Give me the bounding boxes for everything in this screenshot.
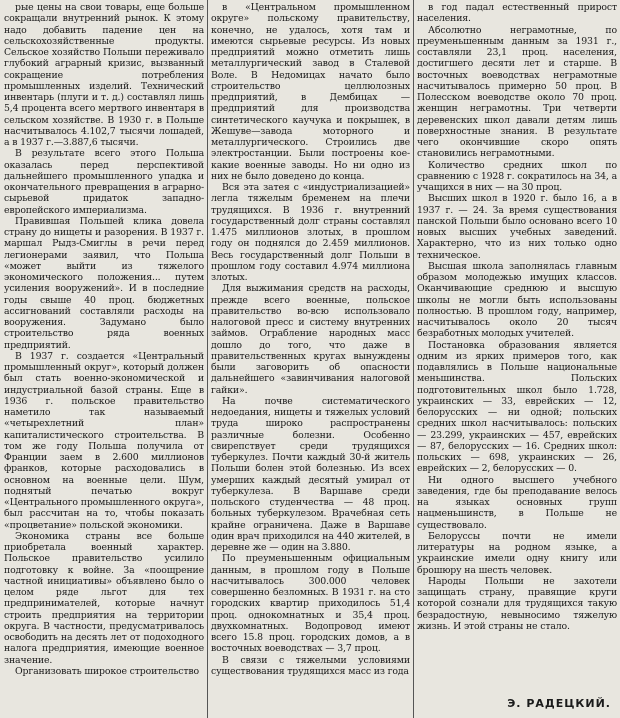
paragraph: В связи с тяжелыми условиями существования трудящихся масс из года bbox=[211, 654, 410, 677]
paragraph: Абсолютно неграмотные, по преуменьшенным данным за 1931 г., составляли 23,1 проц. населения, достигшего десяти лет и старше. В восточных воеводствах неграмотные насчитывалось примерно 50 проц. В Полесском воеводстве около 70 проц. женщин неграмотны. Три четверти деревенских школ давали детям лишь поверхностные знания. В результате чего окончившие скоро опять становились неграмотными. bbox=[417, 24, 617, 160]
author-signature: Э. РАДЕЦКИЙ. bbox=[507, 697, 611, 710]
paragraph: На почве систематического недоедания, нищеты и тяжелых условий труда широко распространены различные болезни. Особенно свирепствует среди трудящихся туберкулез. Почти каждый 30-й житель Польши болен этой болезнью. Из всех умерших каждый десятый умирал от туберкулеза. В Варшаве среди польского студенчества — 48 проц. больных туберкулезом. Врачебная сеть крайне ограничена. Даже в Варшаве один врач приходился на 440 жителей, в деревне же — один на 3.880. bbox=[211, 395, 410, 553]
paragraph: Постановка образования является одним из ярких примеров того, как подавлялись в Польше национальные меньшинства. Польских подготовительных школ было 1.728, украинских — 33, еврейских — 12, белорусских — ни одной; польских средних школ насчитывалось: польских — 23.299, украинских — 457, еврейских — 87, белорусских — 16. Средних школ: польских — 698, украинских — 26, еврейских — 2, белорусских — 0. bbox=[417, 339, 617, 475]
paragraph: Народы Польши не захотели защищать страну, правящие круги которой сознали для трудящихся такую безрадостную, невыносимо тяжелую жизнь. И этой страны не стало. bbox=[417, 575, 617, 632]
paragraph: в год падал естественный прирост населения. bbox=[417, 2, 617, 25]
paragraph: Экономика страны все больше приобретала военный характер. Польское правительство усилило подготовку к войне. За «поощрение частной инициативы» объявлено было о целом ряде льгот для тех предпринимателей, которые начнут строить предприятия на территории округа. В частности, предусматривалось освободить на десять лет от подоходного налога предприятия, имеющие военное значение. bbox=[4, 530, 204, 666]
paragraph: Высших школ в 1920 г. было 16, а в 1937 г. — 24. За время существования панской Польши было основано всего 10 новых высших учебных заведений. Характерно, что из них только одно техническое. bbox=[417, 193, 617, 261]
paragraph: Белоруссы почти не имели литературы на родном языке, а украинские имели одну книгу или брошюру на шесть человек. bbox=[417, 530, 617, 576]
paragraph: Правившая Польшей клика довела страну до нищеты и разорения. В 1937 г. маршал Рыдз-Смиглы в речи перед легионерами заявил, что Польша «может выйти из тяжелого экономического положения... путем усиления вооружений». И в последние годы свыше 40 проц. бюджетных ассигнований составляли расходы на вооружения. Задумано было строительство ряда военных предприятий. bbox=[4, 215, 204, 351]
paragraph: По преуменьшенным официальным данным, в прошлом году в Польше насчитывалось 300.000 человек совершенно безломных. В 1931 г. на сто городских квартир приходилось 51,4 проц. однокомнатных и 35,4 проц. двухкомнатных. Водопровод имеют всего 15.8 проц. городских домов, а в восточных воеводствах — 3,7 проц. bbox=[211, 553, 410, 655]
paragraph: Организовать широкое строительство bbox=[15, 665, 199, 677]
paragraph: Высшая школа заполнялась главным образом молодежью имущих классов. Оканчивающие среднюю и высшую школы не могли быть использованы полностью. В прошлом году, например, насчитывалось около 20 тысяч безработных молодых учителей. bbox=[417, 260, 617, 340]
paragraph: В результате всего этого Польша оказалась перед перспективой дальнейшего промышленного упадка и окончательного превращения в аграрно-сырьевой придаток западно-европейского империализма. bbox=[4, 148, 204, 216]
article-column-2 bbox=[211, 2, 410, 718]
paragraph: в «Центральном промышленном округе» польскому правительству, конечно, не удалось, хотя там и имеются сырьевые ресурсы. Из новых предприятий можно отметить лишь металлургический завод в Сталевой Воле. В Недомицах начато было строительство целлюлозных предприятий, в Дембицах — предприятий для производства синтетического каучука и покрышек, в Жешуве—завода моторного и металлургического. Строились две электростанции. Были построены кое-какие военные заводы. Но ни одно из них не было доведено до конца. bbox=[211, 2, 410, 182]
column-divider bbox=[413, 0, 414, 718]
article-column-1 bbox=[4, 2, 204, 718]
paragraph: Количество средних школ по сравнению с 1928 г. сократилось на 34, а учащихся в них — на 30 проц. bbox=[417, 159, 617, 193]
paragraph: В 1937 г. создается «Центральный промышленный округ», который должен был стать военно-экономической и индустриальной базой страны. Еще в 1936 г. польское правительство наметило так называемый «четырехлетний план» капиталистического строительства. В том же году Польша получила от Франции заем в 2.600 миллионов франков, которые расходовались в основном на военные цели. Шум, поднятый печатью вокруг «Центрального промышленного округа», был рассчитан на то, чтобы показать «процветание» польской экономики. bbox=[4, 350, 204, 531]
article-column-3 bbox=[417, 2, 617, 718]
column-divider bbox=[207, 0, 208, 718]
paragraph: Вся эта затея с «индустриализацией» легла тяжелым бременем на плечи трудящихся. В 1936 г. внутренний государственный долг страны составлял 1.475 миллионов злотых, в прошлом году он поднялся до 2.459 миллионов. Весь государственный долг Польши в прошлом году составил 4.974 миллиона злотых. bbox=[211, 182, 410, 283]
paragraph: Ни одного высшего учебного заведения, где бы преподавание велось на языках основных групп нацменьшинств, в Польше не существовало. bbox=[417, 474, 617, 531]
paragraph: рые цены на свои товары, еще больше сокращали внутренний рынок. К этому надо добавить падение цен на сельскохозяйственные продукты. Сельское хозяйство Польши переживало глубокий аграрный кризис, вызванный сокращение потребления промышленных изделий. Технический инвентарь (плуги и т. д.) составлял лишь 5,4 процента всего мертвого инвентаря в сельском хозяйстве. В 1930 г. в Польше насчитывалось 4.102,7 тысячи лошадей, а в 1937 г.—3.887,6 тысячи. bbox=[4, 2, 204, 148]
paragraph: Для выжимания средств на расходы, прежде всего военные, польское правительство во-всю использовало налоговой пресс и систему внутренних займов. Ограбление народных масс дошло до того, что даже в правительственных кругах вынуждены были заговорить об опасности дальнейшего «завинчивания налоговой гайки». bbox=[211, 283, 410, 396]
